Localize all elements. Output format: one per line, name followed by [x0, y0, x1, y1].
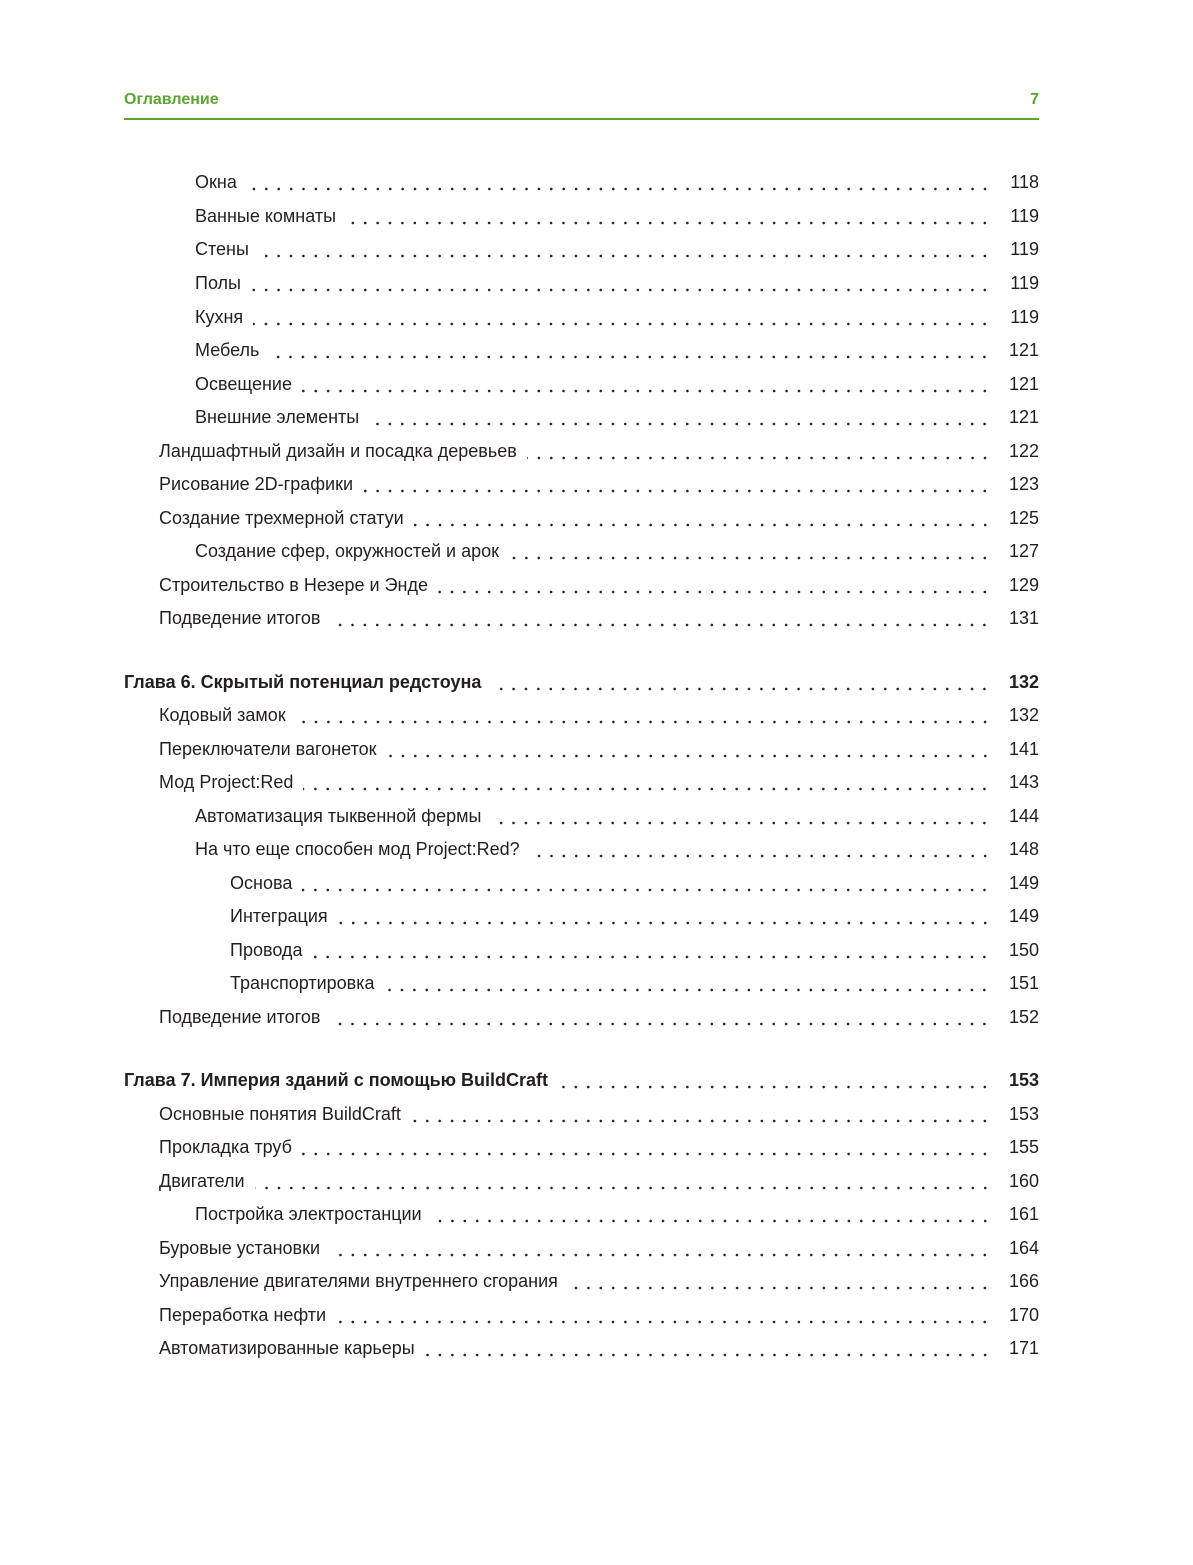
toc-entry	[195, 167, 1039, 193]
toc-entry-title: Освещение	[195, 374, 292, 394]
toc-entry-title: Строительство в Незере и Энде	[159, 575, 428, 595]
toc-dot-leader	[387, 738, 992, 760]
toc-entry	[195, 268, 1039, 294]
toc-dot-leader	[302, 373, 991, 395]
toc-entry-title: На что еще способен мод Project:Red?	[195, 839, 520, 859]
toc-entry	[230, 901, 1039, 927]
toc-entry-page-number: 143	[1008, 772, 1039, 792]
toc-entry-page-number: 119	[1010, 307, 1039, 327]
toc-dot-leader	[558, 1069, 991, 1091]
toc-entry-title: Переключатели вагонеток	[159, 739, 377, 759]
toc-dot-leader	[253, 306, 991, 328]
toc-entry-page-number: 161	[1008, 1204, 1039, 1224]
toc-entry	[159, 436, 1039, 462]
toc-entry-page-number: 122	[1008, 441, 1039, 461]
toc-entry-title: Интеграция	[230, 906, 328, 926]
toc-entry-page-number: 129	[1008, 575, 1039, 595]
toc-entry-page-number: 125	[1008, 508, 1039, 528]
toc-entry	[159, 570, 1039, 596]
toc-entry-page-number: 118	[1010, 172, 1039, 192]
toc-entry-page-number: 149	[1008, 906, 1039, 926]
toc-entry-title: Окна	[195, 172, 237, 192]
toc-entry	[159, 603, 1039, 629]
toc-entry	[159, 767, 1039, 793]
toc-dot-leader	[438, 574, 991, 596]
toc-entry-page-number: 119	[1010, 239, 1039, 259]
toc-entry	[195, 834, 1039, 860]
toc-entry	[159, 1002, 1039, 1028]
toc-entry	[195, 536, 1039, 562]
toc-entry	[230, 868, 1039, 894]
toc-entry-page-number: 164	[1008, 1238, 1039, 1258]
toc-entry	[159, 503, 1039, 529]
toc-entry	[159, 1132, 1039, 1158]
toc-dot-leader	[346, 205, 991, 227]
toc-entry-page-number: 153	[1008, 1104, 1039, 1124]
toc-entry-title: Прокладка труб	[159, 1137, 292, 1157]
running-header-page-number: 7	[1030, 91, 1039, 108]
toc-entry-page-number: 131	[1008, 608, 1039, 628]
toc-entry-page-number: 121	[1008, 340, 1039, 360]
toc-dot-leader	[336, 1304, 991, 1326]
toc-dot-leader	[411, 1103, 991, 1125]
toc-entry	[195, 335, 1039, 361]
toc-entry-title: Глава 6. Скрытый потенциал редстоуна	[124, 672, 482, 692]
toc-entry-page-number: 151	[1008, 973, 1039, 993]
toc-entry-page-number: 132	[1008, 672, 1039, 692]
toc-chapter-entry	[124, 1065, 1039, 1091]
toc-entry	[195, 234, 1039, 260]
toc-entry-title: Создание сфер, окружностей и арок	[195, 541, 499, 561]
toc-entry	[195, 402, 1039, 428]
toc-entry-title: Провода	[230, 940, 303, 960]
toc-entry-page-number: 132	[1008, 705, 1039, 725]
toc-entry	[159, 469, 1039, 495]
toc-dot-leader	[302, 1136, 991, 1158]
toc-entry	[159, 700, 1039, 726]
toc-entry-title: Управление двигателями внутреннего сгорания	[159, 1271, 558, 1291]
toc-entry-page-number: 153	[1008, 1070, 1039, 1090]
toc-entry-page-number: 119	[1010, 273, 1039, 293]
toc-entry	[159, 1099, 1039, 1125]
toc-dot-leader	[312, 939, 991, 961]
toc-dot-leader	[568, 1270, 991, 1292]
toc-entry-title: Ландшафтный дизайн и посадка деревьев	[159, 441, 517, 461]
toc-entry-title: Мебель	[195, 340, 260, 360]
toc-entry-title: Постройка электростанции	[195, 1204, 422, 1224]
toc-dot-leader	[269, 339, 991, 361]
toc-entry-page-number: 155	[1008, 1137, 1039, 1157]
toc-dot-leader	[425, 1337, 991, 1359]
toc-entry-page-number: 160	[1008, 1171, 1039, 1191]
toc-dot-leader	[509, 540, 991, 562]
toc-entry-title: Буровые установки	[159, 1238, 321, 1258]
toc-entry-page-number: 144	[1008, 806, 1039, 826]
toc-entry-title: Создание трехмерной статуи	[159, 508, 404, 528]
toc-entry-title: Переработка нефти	[159, 1305, 327, 1325]
toc-entry-page-number: 127	[1008, 541, 1039, 561]
toc-dot-leader	[296, 704, 991, 726]
toc-entry	[159, 1333, 1039, 1359]
toc-entry-page-number: 121	[1008, 374, 1039, 394]
toc-chapter-entry	[124, 667, 1039, 693]
toc-entry-title: Мод Project:Red	[159, 772, 294, 792]
toc-dot-leader	[255, 1170, 991, 1192]
toc-entry-title: Автоматизированные карьеры	[159, 1338, 415, 1358]
toc-entry-page-number: 123	[1008, 474, 1039, 494]
toc-dot-leader	[251, 272, 991, 294]
toc-entry-page-number: 171	[1008, 1338, 1039, 1358]
toc-entry-page-number: 121	[1008, 407, 1039, 427]
toc-entry-title: Внешние элементы	[195, 407, 360, 427]
toc-entry	[230, 968, 1039, 994]
toc-entry-title: Стены	[195, 239, 249, 259]
toc-entry-title: Рисование 2D-графики	[159, 474, 354, 494]
toc-dot-leader	[414, 507, 991, 529]
toc-entry-page-number: 170	[1008, 1305, 1039, 1325]
toc-entry-title: Подведение итогов	[159, 1007, 321, 1027]
toc-dot-leader	[527, 440, 991, 462]
toc-dot-leader	[338, 905, 991, 927]
toc-entry	[159, 1300, 1039, 1326]
toc-dot-leader	[432, 1203, 991, 1225]
toc-entry-title: Ванные комнаты	[195, 206, 337, 226]
toc-entry-page-number: 150	[1008, 940, 1039, 960]
toc-dot-leader	[259, 238, 991, 260]
toc-entry	[159, 734, 1039, 760]
toc-entry	[195, 1199, 1039, 1225]
toc-entry-title: Основа	[230, 873, 293, 893]
toc-dot-leader	[491, 805, 991, 827]
toc-entry	[195, 369, 1039, 395]
toc-entry	[195, 302, 1039, 328]
toc-dot-leader	[369, 406, 991, 428]
toc-entry	[159, 1233, 1039, 1259]
toc-dot-leader	[530, 838, 991, 860]
running-header-title: Оглавление	[124, 91, 219, 108]
toc-dot-leader	[330, 1006, 991, 1028]
toc-entry-page-number: 152	[1008, 1007, 1039, 1027]
toc-dot-leader	[491, 671, 991, 693]
toc-dot-leader	[247, 171, 991, 193]
toc-entry-title: Транспортировка	[230, 973, 375, 993]
toc-entry	[159, 1266, 1039, 1292]
toc-entry-page-number: 166	[1008, 1271, 1039, 1291]
toc-entry-title: Автоматизация тыквенной фермы	[195, 806, 482, 826]
toc-entry-title: Кухня	[195, 307, 244, 327]
toc-entry	[230, 935, 1039, 961]
toc-dot-leader	[363, 473, 991, 495]
toc-dot-leader	[330, 607, 991, 629]
toc-entry-title: Подведение итогов	[159, 608, 321, 628]
toc-entry-page-number: 148	[1008, 839, 1039, 859]
toc-dot-leader	[384, 972, 991, 994]
toc-entry-page-number: 149	[1008, 873, 1039, 893]
toc-entry-title: Глава 7. Империя зданий с помощью BuildCraft	[124, 1070, 549, 1090]
toc-dot-leader	[302, 872, 991, 894]
toc-entry	[159, 1166, 1039, 1192]
toc-entry-page-number: 141	[1008, 739, 1039, 759]
toc-entry-page-number: 119	[1010, 206, 1039, 226]
toc-dot-leader	[330, 1237, 991, 1259]
toc-dot-leader	[303, 771, 991, 793]
toc-entry-title: Двигатели	[159, 1171, 245, 1191]
toc-entry-title: Кодовый замок	[159, 705, 286, 725]
toc-entry-title: Основные понятия BuildCraft	[159, 1104, 401, 1124]
toc-entry	[195, 801, 1039, 827]
toc-entry	[195, 201, 1039, 227]
toc-entry-title: Полы	[195, 273, 241, 293]
